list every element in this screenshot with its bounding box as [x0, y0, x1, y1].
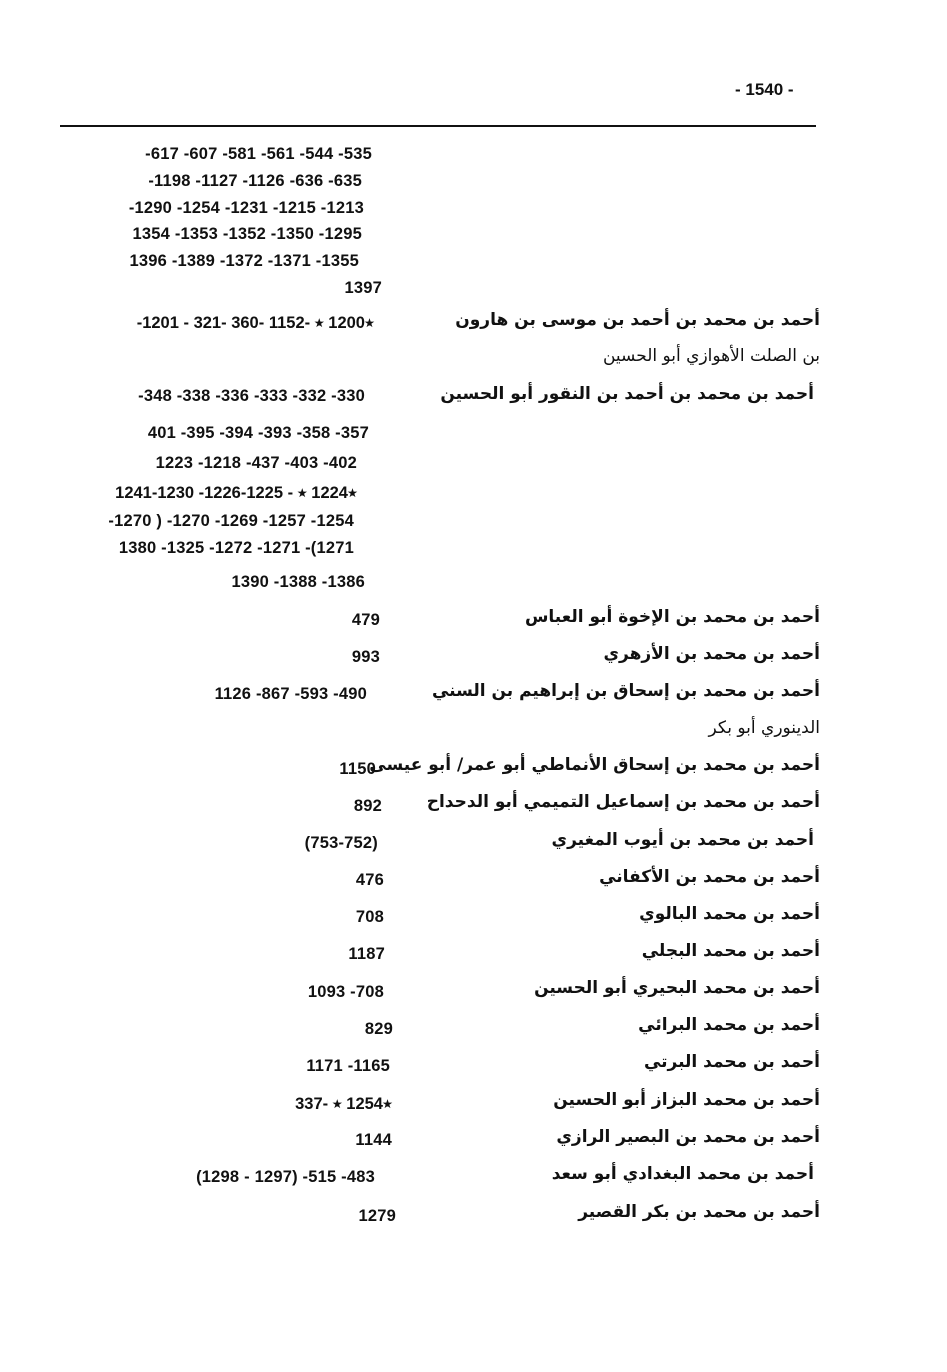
- ref-line: -1270 ) -1270 -1269 -1257 -1254: [108, 512, 354, 530]
- entry-name-continuation: بن الصلت الأهوازي أبو الحسين: [602, 346, 820, 366]
- ref-line: 1150: [339, 760, 376, 778]
- ref-line: -1290 -1254 -1231 -1215 -1213: [128, 199, 364, 217]
- ref-line: 1241-1230 -1226-1225 - ٭1224 ٭: [115, 484, 357, 502]
- header-rule: [60, 125, 816, 127]
- ref-line: (753-752): [304, 834, 378, 852]
- ref-line: -348 -338 -336 -333 -332 -330: [138, 387, 365, 405]
- entry-name: أحمد بن محمد بن الأزهري: [603, 644, 820, 664]
- ref-line: 476: [355, 871, 384, 889]
- ref-line: 1354 -1353 -1352 -1350 -1295: [132, 225, 362, 243]
- entry-name: أحمد بن محمد بن أحمد بن النقور أبو الحسين: [440, 384, 814, 404]
- entry-name: أحمد بن محمد البالوي: [639, 904, 820, 924]
- entry-name: أحمد بن محمد البرائي: [638, 1015, 820, 1035]
- entry-name-continuation: الدينوري أبو بكر: [708, 718, 820, 738]
- ref-line: 1223 -1218 -437 -403 -402: [155, 454, 357, 472]
- ref-line: 1093 -708: [307, 983, 384, 1001]
- ref-line: 708: [355, 908, 384, 926]
- entry-name: أحمد بن محمد بن أيوب المغيري: [551, 830, 814, 850]
- entry-name: أحمد بن محمد بن الإخوة أبو العباس: [524, 607, 820, 627]
- ref-line: 479: [351, 611, 380, 629]
- entry-name: أحمد بن محمد بن أحمد بن موسى بن هارون: [455, 310, 820, 330]
- ref-line: 1279: [358, 1207, 396, 1225]
- ref-line: 1171 -1165: [306, 1057, 390, 1075]
- entry-name: أحمد بن محمد بن الأكفاني: [599, 867, 820, 887]
- ref-line: 993: [351, 648, 380, 666]
- ref-line: -1201 - ٭1200 ٭ -1152 -360 -321: [136, 314, 374, 332]
- page-number: - 1540 -: [735, 80, 794, 99]
- ref-line: 829: [364, 1020, 393, 1038]
- ref-line: (1298 - 1297) -515 -483: [196, 1168, 375, 1186]
- ref-line: 1187: [348, 945, 385, 963]
- ref-line: -1198 -1127 -1126 -636 -635: [148, 172, 362, 190]
- ref-line: 1380 -1325 -1272 -1271 -(1271: [118, 539, 354, 557]
- ref-line: 1397: [344, 279, 382, 297]
- entry-name: أحمد بن محمد بن البصير الرازي: [556, 1127, 820, 1147]
- entry-name: أحمد بن محمد البحيري أبو الحسين: [534, 978, 820, 998]
- entry-name: أحمد بن محمد بن إسحاق الأنماطي أبو عمر/ أبو عيسى: [369, 755, 820, 775]
- entry-name: أحمد بن محمد البرتي: [643, 1052, 820, 1072]
- entry-name: أحمد بن محمد بن إسحاق بن إبراهيم بن السني: [431, 681, 820, 701]
- entry-name: أحمد بن محمد البزاز أبو الحسين: [553, 1090, 820, 1110]
- ref-line: 1144: [355, 1131, 392, 1149]
- ref-line: 1390 -1388 -1386: [231, 573, 365, 591]
- ref-line: ٭1254 ٭ -337: [295, 1095, 392, 1113]
- ref-line: 1126 -867 -593 -490: [214, 685, 367, 703]
- ref-line: 401 -395 -394 -393 -358 -357: [147, 424, 369, 442]
- entry-name: أحمد بن محمد بن بكر القصير: [578, 1202, 820, 1222]
- entry-name: أحمد بن محمد البجلي: [641, 941, 820, 961]
- ref-line: 892: [353, 797, 382, 815]
- ref-line: 1396 -1389 -1372 -1371 -1355: [129, 252, 359, 270]
- entry-name: أحمد بن محمد بن إسماعيل التميمي أبو الدحداح: [426, 792, 820, 812]
- ref-line: -617 -607 -581 -561 -544 -535: [145, 145, 372, 163]
- entry-name: أحمد بن محمد البغدادي أبو سعد: [551, 1164, 814, 1184]
